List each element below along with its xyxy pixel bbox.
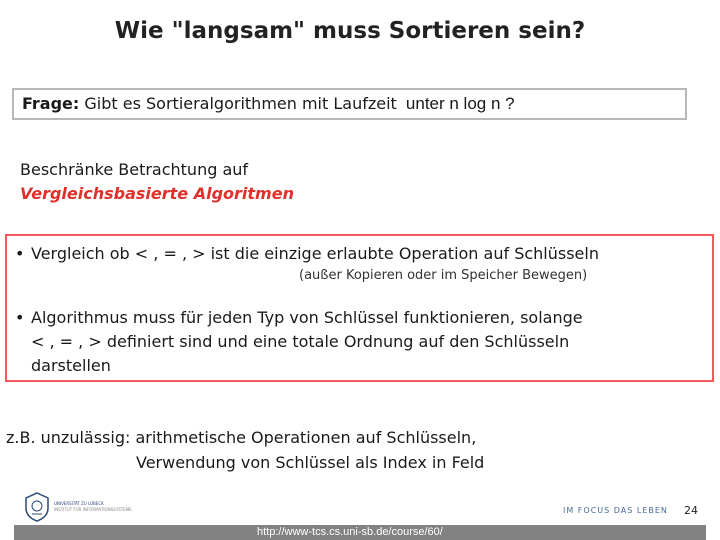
- bullet-generic-keys: [15, 306, 583, 378]
- university-logo: [24, 492, 164, 526]
- example-line2: Verwendung von Schlüssel als Index in Feld: [136, 453, 485, 472]
- university-claim: IM FOCUS DAS LEBEN: [563, 506, 668, 515]
- institute-title: INSTITUT FÜR INFORMATIONSSYSTEME: [54, 507, 132, 512]
- bullet-comparison-note: (außer Kopieren oder im Speicher Bewegen): [299, 268, 588, 283]
- question-text: [22, 94, 515, 114]
- question-box: [12, 88, 687, 120]
- page-number: 24: [684, 504, 698, 517]
- example-line1: z.B. unzulässig: arithmetische Operationen auf Schlüsseln,: [6, 428, 477, 447]
- question-body: Gibt es Sortieralgorithmen mit Laufzeit: [84, 94, 397, 113]
- bullet-comparison-text: Vergleich ob < , = , > ist die einzige erlaubte Operation auf Schlüsseln: [31, 244, 599, 263]
- bullet-generic-line1: Algorithmus muss für jeden Typ von Schlüssel funktionieren, solange: [31, 308, 583, 327]
- bullet-generic-line2: < , = , > definiert sind und eine totale Ordnung auf den Schlüsseln: [31, 332, 570, 351]
- bullet-comparison: [15, 242, 599, 266]
- question-formula: unter n log n ?: [405, 94, 515, 113]
- restriction-block: [20, 158, 294, 206]
- restriction-line: Beschränke Betrachtung auf: [20, 160, 249, 179]
- bullet-dot: •: [15, 244, 25, 263]
- university-title: UNIVERSITÄT ZU LÜBECK: [54, 501, 104, 506]
- url-bar: [14, 525, 706, 540]
- bullet-generic-line3: darstellen: [31, 356, 111, 375]
- slide-title: Wie "langsam" muss Sortieren sein?: [114, 18, 586, 44]
- restriction-highlight: Vergleichsbasierte Algoritmen: [20, 184, 294, 203]
- conditions-box: [5, 234, 714, 382]
- bullet-dot: •: [15, 308, 25, 327]
- example-block: [6, 425, 484, 475]
- source-url[interactable]: http://www-tcs.cs.uni-sb.de/course/60/: [257, 526, 443, 538]
- university-name: [54, 501, 132, 513]
- university-seal-icon: [24, 492, 50, 522]
- question-label: Frage:: [22, 94, 80, 113]
